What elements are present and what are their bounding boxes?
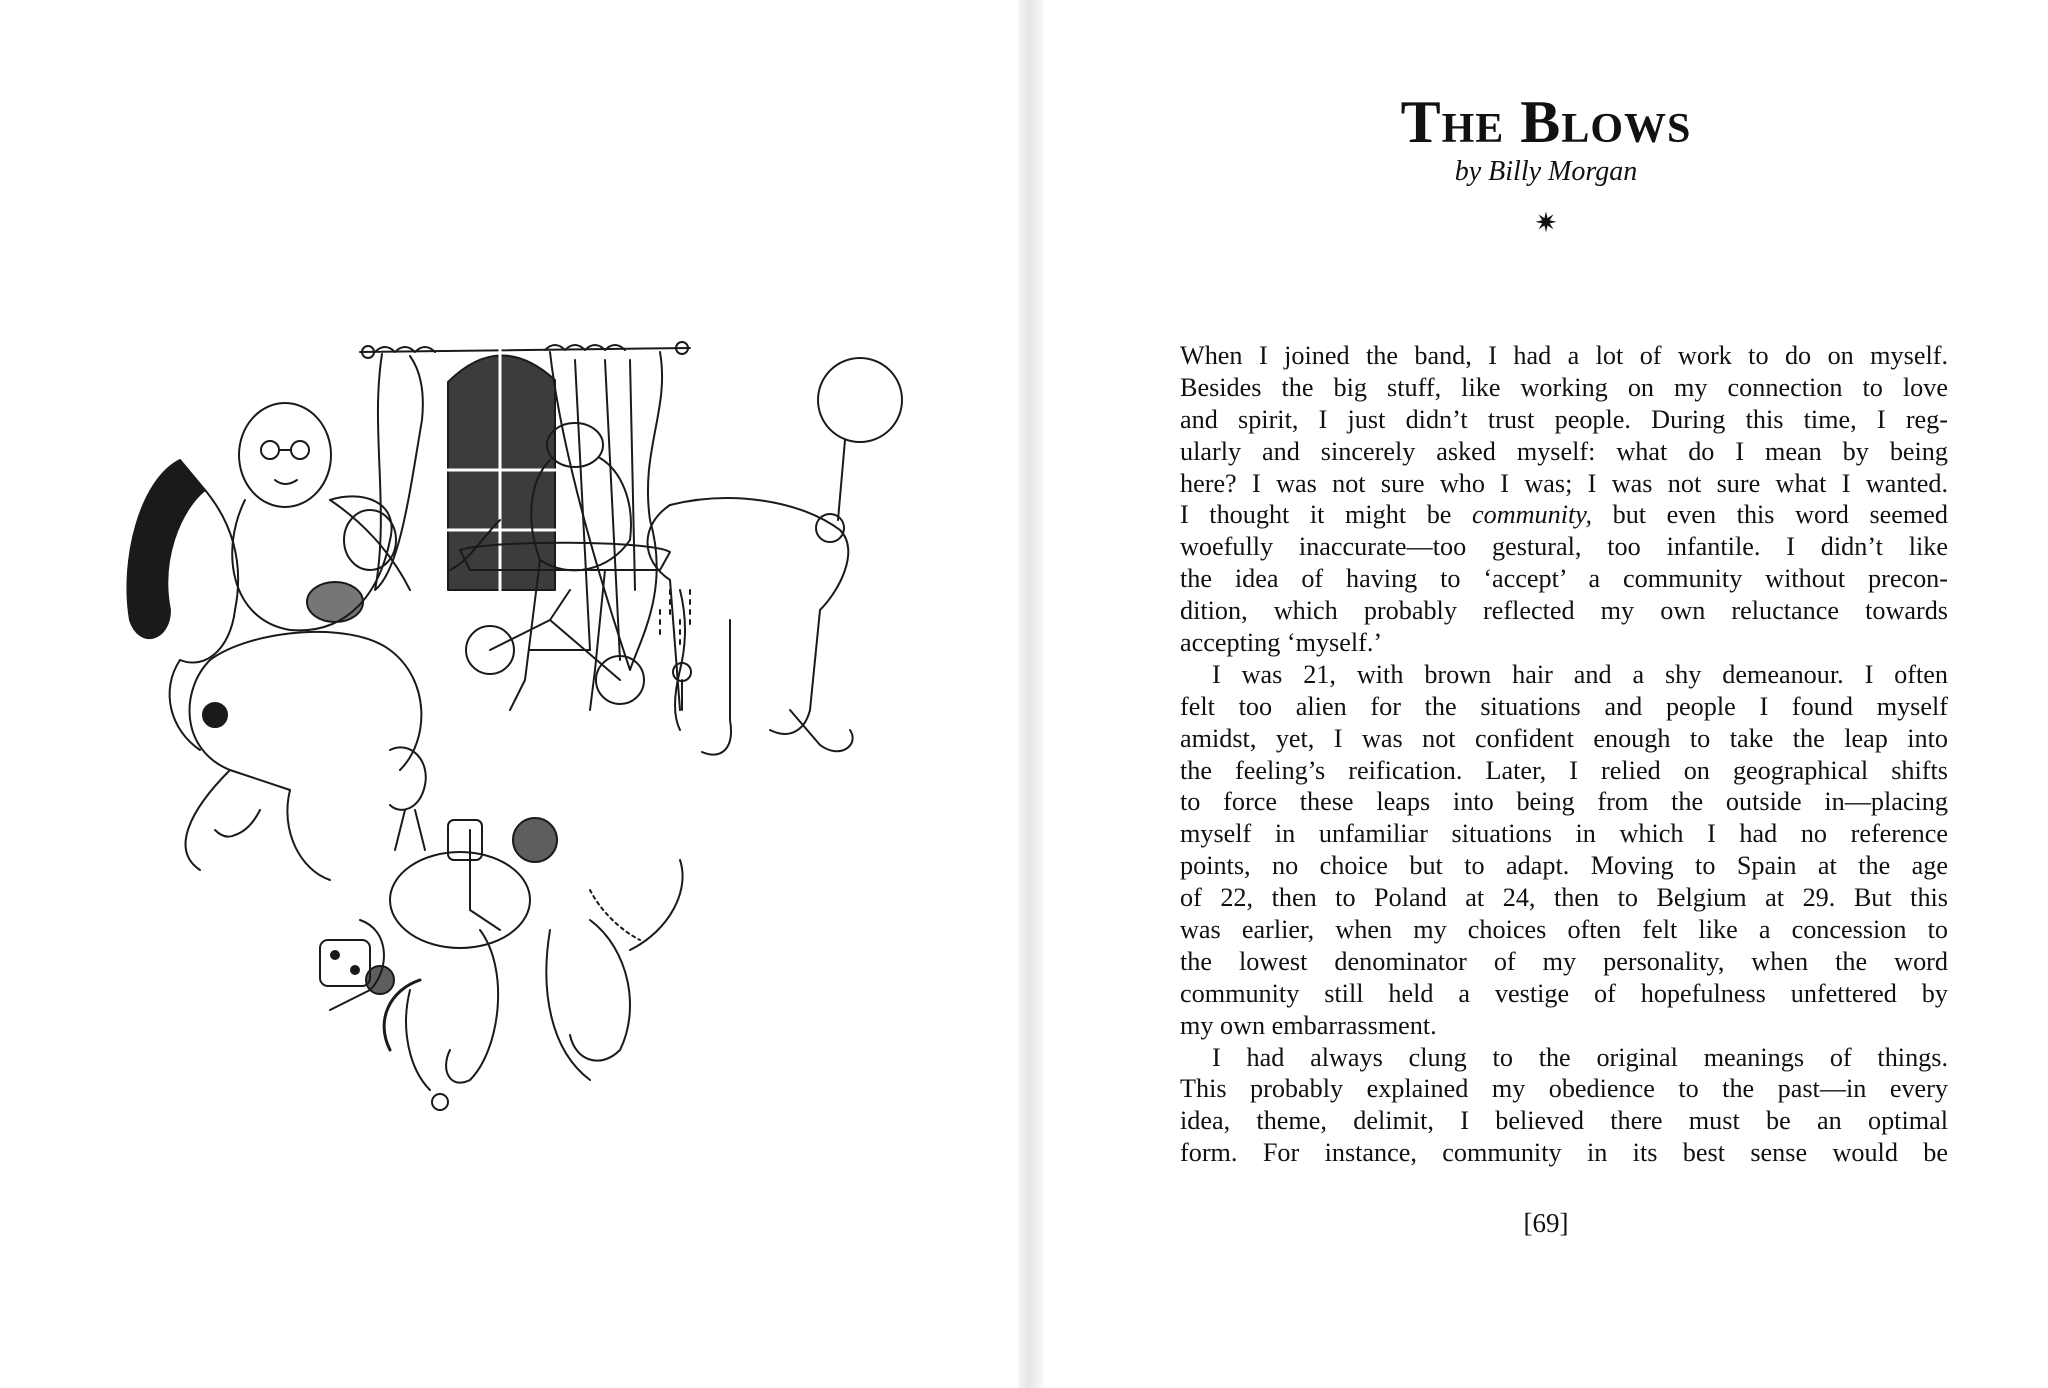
story-title: The Blows [1400, 89, 1692, 155]
text-line: This probably explained my obedience to the past—in every [1180, 1074, 1948, 1104]
asterism-icon: ✷ [1534, 208, 1558, 239]
text-line: idea, theme, delimit, I believed there must be an optimal [1180, 1106, 1948, 1136]
text-line: my own embarrassment. [1180, 1010, 1437, 1040]
illustration [30, 290, 990, 1190]
text-line: here? I was not sure who I was; I was not sure what I wanted. [1180, 468, 1948, 498]
text-line: myself in unfamiliar situations in which I had no reference [1180, 819, 1948, 849]
text-line: form. For instance, community in its best sense would be [1180, 1138, 1948, 1168]
right-page [1044, 0, 2048, 1388]
text-line: ularly and sincerely asked myself: what do I mean by being [1180, 436, 1948, 466]
text-line: I had always clung to the original meanings of things. [1212, 1042, 1948, 1072]
left-page [0, 0, 1018, 1388]
text-line: the idea of having to ‘accept’ a community without precon- [1180, 564, 1948, 594]
page-number: [69] [1523, 1208, 1569, 1238]
text-line: community still held a vestige of hopefulness unfettered by [1180, 978, 1948, 1008]
text-line: accepting ‘myself.’ [1180, 628, 1383, 658]
text-line: amidst, yet, I was not confident enough to take the leap into [1180, 723, 1948, 753]
text-line: Besides the big stuff, like working on my connection to love [1180, 372, 1948, 402]
text-line: points, no choice but to adapt. Moving to Spain at the age [1180, 851, 1948, 881]
text-line: the feeling’s reification. Later, I relied on geographical shifts [1180, 755, 1948, 785]
byline: by Billy Morgan [1454, 156, 1638, 187]
text-line: I was 21, with brown hair and a shy demeanour. I often [1212, 659, 1948, 689]
story-body [1180, 340, 1948, 1169]
text-line: woefully inaccurate—too gestural, too infantile. I didn’t like [1180, 532, 1948, 562]
book-gutter [1018, 0, 1044, 1388]
text-line: was earlier, when my choices often felt like a concession to [1180, 915, 1948, 945]
text-line: I thought it might be community, but even this word seemed [1180, 500, 1948, 530]
text-line: to force these leaps into being from the outside in—placing [1180, 787, 1948, 817]
text-line: When I joined the band, I had a lot of work to do on myself. [1180, 341, 1948, 370]
pen-ink-drawing-icon [30, 290, 990, 1190]
emphasized-word: community, [1472, 500, 1593, 530]
text-line: and spirit, I just didn’t trust people. During this time, I reg- [1180, 404, 1948, 434]
text-line: dition, which probably reflected my own reluctance towards [1180, 596, 1948, 626]
text-line: felt too alien for the situations and people I found myself [1180, 691, 1948, 721]
text-line: of 22, then to Poland at 24, then to Belgium at 29. But this [1180, 883, 1948, 913]
text-line: the lowest denominator of my personality, when the word [1180, 946, 1948, 976]
